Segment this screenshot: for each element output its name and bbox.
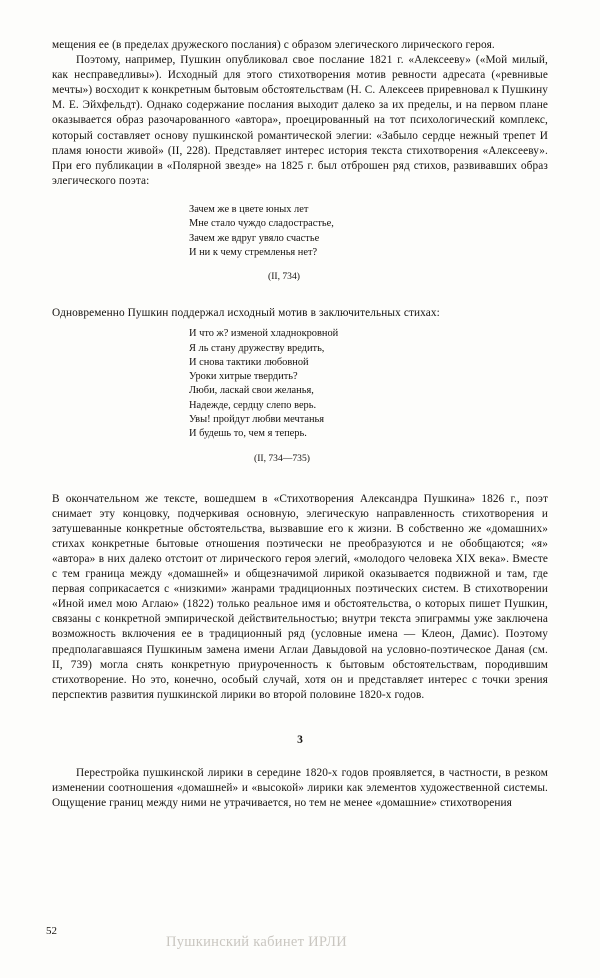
verse-quote-first bbox=[52, 203, 548, 260]
verse-line: И будешь то, чем я теперь. bbox=[189, 428, 307, 440]
verse-line: И что ж? изменой хладнокровной bbox=[189, 328, 339, 340]
paragraph-body: Поэтому, например, Пушкин опубликовал свое послание 1821 г. «Алексееву» («Мой милый, как несправедливы»). Исходный для этого стихотворения мотив ревности адресата («ревнивые мечты») восходит к конкретным бытовым обстоятельствам (Н. С. Алексеев приревновал к Пушкину М. Е. Эйхфельдт). Однако содержание послания выходит далеко за их пределы, и на первом плане оказывается образ разочарованного «автора», проецированный на тот психологический комплекс, который составляет основу пушкинской романтической элегии: «Забыло сердце нежный трепет И пламя юности живой» (II, 228). Представляет интерес история текста стихотворения «Алексееву». При его публикации в «Полярной звезде» на 1825 г. был отброшен ряд стихов, развивавших образ элегического поэта: bbox=[52, 54, 548, 187]
verse-line: И ни к чему стремленья нет? bbox=[189, 246, 318, 258]
paragraph-body: В окончательном же тексте, вошедшем в «Стихотворения Александра Пушкина» 1826 г., поэт снимает эту концовку, подчеркивая основную, элегическую направленность стихотворения и затушеванные конкретные обстоятельства, вызвавшие его к жизни. В собственно же «домашних» стихах конкретные бытовые отношения поэтически не преобразуются и не обобщаются; «я» «автора» в них далеко отстоит от лирического героя элегий, «молодого человека XIX века». Вместе с тем граница между «домашней» и общезначимой лирикой оказывается подвижной и там, где первая соприкасается с «низкими» жанрами традиционных поэтических систем. В стихотворении «Иной имел мою Аглаю» (1822) только реальное имя и обстоятельства, о которых пишет Пушкин, связаны с конкретной эмпирической действительностью; внутри текста эпиграммы уже заключена возможность включения ее в традиционный ряд (условные имена — Клеон, Дамис). Поэтому предполагавшаяся Пушкиным замена имени Аглаи Давыдовой на условно-поэтическое Даная (см. II, 739) могла снять конкретную приуроченность к бытовым обстоятельствам, породившим стихотворение. Но это, конечно, особый случай, хотя он и представляет интерес с точки зрения перспектив развития пушкинской лирики во второй половине 1820-х годов. bbox=[52, 492, 548, 701]
verse-line: Мне стало чуждо сладострастье, bbox=[189, 218, 334, 230]
page-content bbox=[52, 38, 548, 811]
verse-citation: (II, 734) bbox=[268, 271, 300, 283]
verse-line: И снова тактики любовной bbox=[189, 356, 309, 368]
verse-line: Люби, ласкай свои желанья, bbox=[189, 385, 314, 397]
verse-line: Я ль стану дружеству вредить, bbox=[189, 342, 325, 354]
paragraph-body: Одновременно Пушкин поддержал исходный мотив в заключительных стихах: bbox=[52, 307, 440, 320]
paragraph-body: Перестройка пушкинской лирики в середине 1820-х годов проявляется, в частности, в резком изменении соотношения «домашней» и «высокой» лирики как элементов художественной системы. Ощущение границ между ними не утрачивается, но тем не менее «домашние» стихотворения bbox=[52, 767, 548, 810]
section-number: 3 bbox=[297, 733, 303, 746]
verse-line: Зачем же в цвете юных лет bbox=[189, 203, 309, 215]
verse-line: Зачем же вдруг увяло счастье bbox=[189, 232, 320, 244]
paragraph-continuation: мещения ее (в пределах дружеского послания) с образом элегического лирического героя. bbox=[52, 39, 495, 51]
verse-quote-second bbox=[52, 327, 548, 441]
library-watermark: Пушкинский кабинет ИРЛИ bbox=[166, 934, 348, 950]
page-number: 52 bbox=[46, 925, 57, 937]
verse-line: Увы! пройдут любви мечтанья bbox=[189, 414, 325, 425]
verse-citation: (II, 734—735) bbox=[254, 452, 310, 464]
verse-line: Надежде, сердцу слепо верь. bbox=[189, 399, 317, 411]
verse-line: Уроки хитрые твердить? bbox=[189, 371, 298, 383]
